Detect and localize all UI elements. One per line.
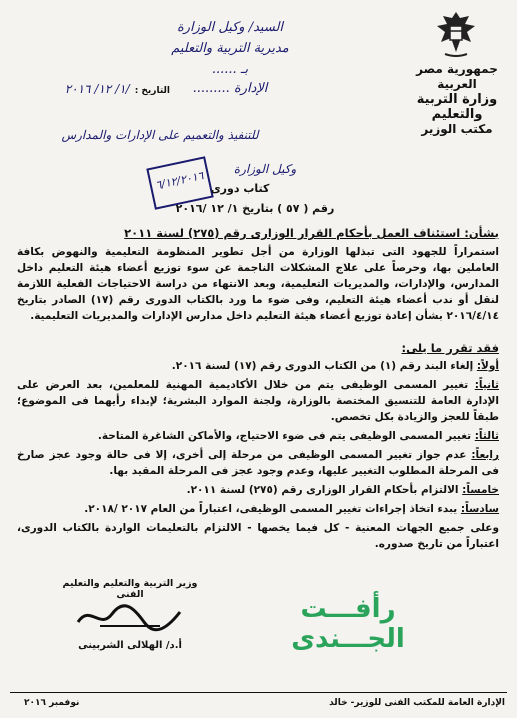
- item-2: ثانياً: تغيير المسمى الوظيفى يتم من خلال الأكاديمية المهنية للمعلمين، بعد العرض على الإدارة العامة للتنسيق المختصة بالوزارة، ولجنة الموارد البشرية؛ لإبداء رأيهما فى الموضوع؛ طبقاً للعجز والزيادة بكل تخصص.: [17, 379, 499, 423]
- country-name: جمهورية مصر العربية: [416, 62, 498, 91]
- signature-scribble-icon: [70, 600, 190, 636]
- hand-line-5: للتنفيذ والتعميم على الإدارات والمدارس: [61, 128, 259, 142]
- eagle-emblem-icon: [433, 8, 479, 60]
- closing-paragraph: وعلى جميع الجهات المعنية - كل فيما يخصها - الالتزام بالتعليمات الواردة بالكتاب الدورى، اعتباراً من تاريخ صدوره.: [17, 522, 499, 550]
- hand-line-1: السيد/ وكيل الوزارة: [176, 20, 284, 35]
- stamp-date: ٦/١٢/٢٠١٦: [154, 169, 205, 192]
- hand-line-6: وكيل الوزارة: [233, 162, 297, 176]
- signer-title: وزير التربية والتعليم والتعليم الفنى: [62, 578, 198, 600]
- decision-items: [17, 358, 499, 552]
- hand-line-2: مديرية التربية والتعليم: [171, 41, 289, 56]
- item-5: خامساً: الالتزام بأحكام القرار الوزارى رقم (٢٧٥) لسنة ٢٠١١.: [186, 484, 499, 496]
- watermark-text: رأفـــت الجـــندى: [291, 594, 405, 654]
- doc-subject: بشأن: استئناف العمل بأحكام القرار الوزارى رقم (٢٧٥) لسنة ٢٠١١: [124, 226, 499, 240]
- hand-line-4: الإدارة .........: [192, 81, 268, 96]
- office-name: مكتب الوزير: [421, 122, 493, 136]
- date-label: التاريخ :: [134, 86, 170, 96]
- date-value: /١/ ١٢/ ٢٠١٦: [64, 82, 130, 96]
- item-6: سادساً: يبدء اتخاذ إجراءات تغيير المسمى الوظيفى، اعتباراً من العام ٢٠١٧ /٢٠١٨.: [84, 503, 499, 515]
- footer-rule: [10, 692, 507, 693]
- ministry-name: وزارة التربية والتعليم: [416, 92, 498, 122]
- doc-number: رقم ( ٥٧ ) بتاريخ ١/ ١٢ /٢٠١٦: [175, 202, 335, 215]
- signer-name: أ.د/ الهلالى الشربينى: [78, 640, 182, 651]
- signature-block: [50, 578, 210, 651]
- item-4: رابعاً: عدم جواز تغيير المسمى الوظيفى من مرحلة إلى أخرى، إلا فى حالة وجود عجز صارخ فى المرحلة المطلوب التغيير عليها، وعدم وجود عجز فى المرحلة المقيد بها.: [17, 449, 499, 477]
- date-line: [30, 78, 170, 97]
- hand-line-3: بـ ......: [211, 62, 249, 77]
- footer-left: نوفمبر ٢٠١٦: [24, 698, 80, 708]
- item-3: ثالثاً: تغيير المسمى الوظيفى يتم فى ضوء الاحتياج، والأماكن الشاغرة المتاحة.: [97, 430, 499, 442]
- decided-heading: فقد تقرر ما يلى:: [401, 341, 499, 355]
- doc-type: كتاب دورى: [210, 182, 270, 195]
- footer-right: الإدارة العامة للمكتب الفنى للوزير- خالد: [329, 698, 505, 708]
- intro-paragraph: استمراراً للجهود التى تبذلها الوزارة من أجل تطوير المنظومة التعليمية والنهوض بكافة العاملين بها، وحرصاً على علاج المشكلات الناجمة عن سوء توزيع أعضاء هيئة التعليم داخل المدارس، والإدارات، والمديريات التعليمية، وبعد الانتهاء من دراسة الاحتياجات الفعلية اللازمة لنقل أو ندب أعضاء هيئة التعليم، وفى ضوء ما ورد بالكتاب الدورى رقم (١٧) الصادر بتاريخ ٢٠١٦/٤/١٤ بشأن إعادة توزيع أعضاء هيئة التعليم داخل مدارس الإدارات والمديريات التعليمية.: [17, 246, 499, 322]
- ministry-header: [397, 62, 517, 137]
- item-1: أولاً: إلغاء البند رقم (١) من الكتاب الدورى رقم (١٧) لسنة ٢٠١٦.: [171, 360, 499, 372]
- handwritten-note: [150, 20, 310, 96]
